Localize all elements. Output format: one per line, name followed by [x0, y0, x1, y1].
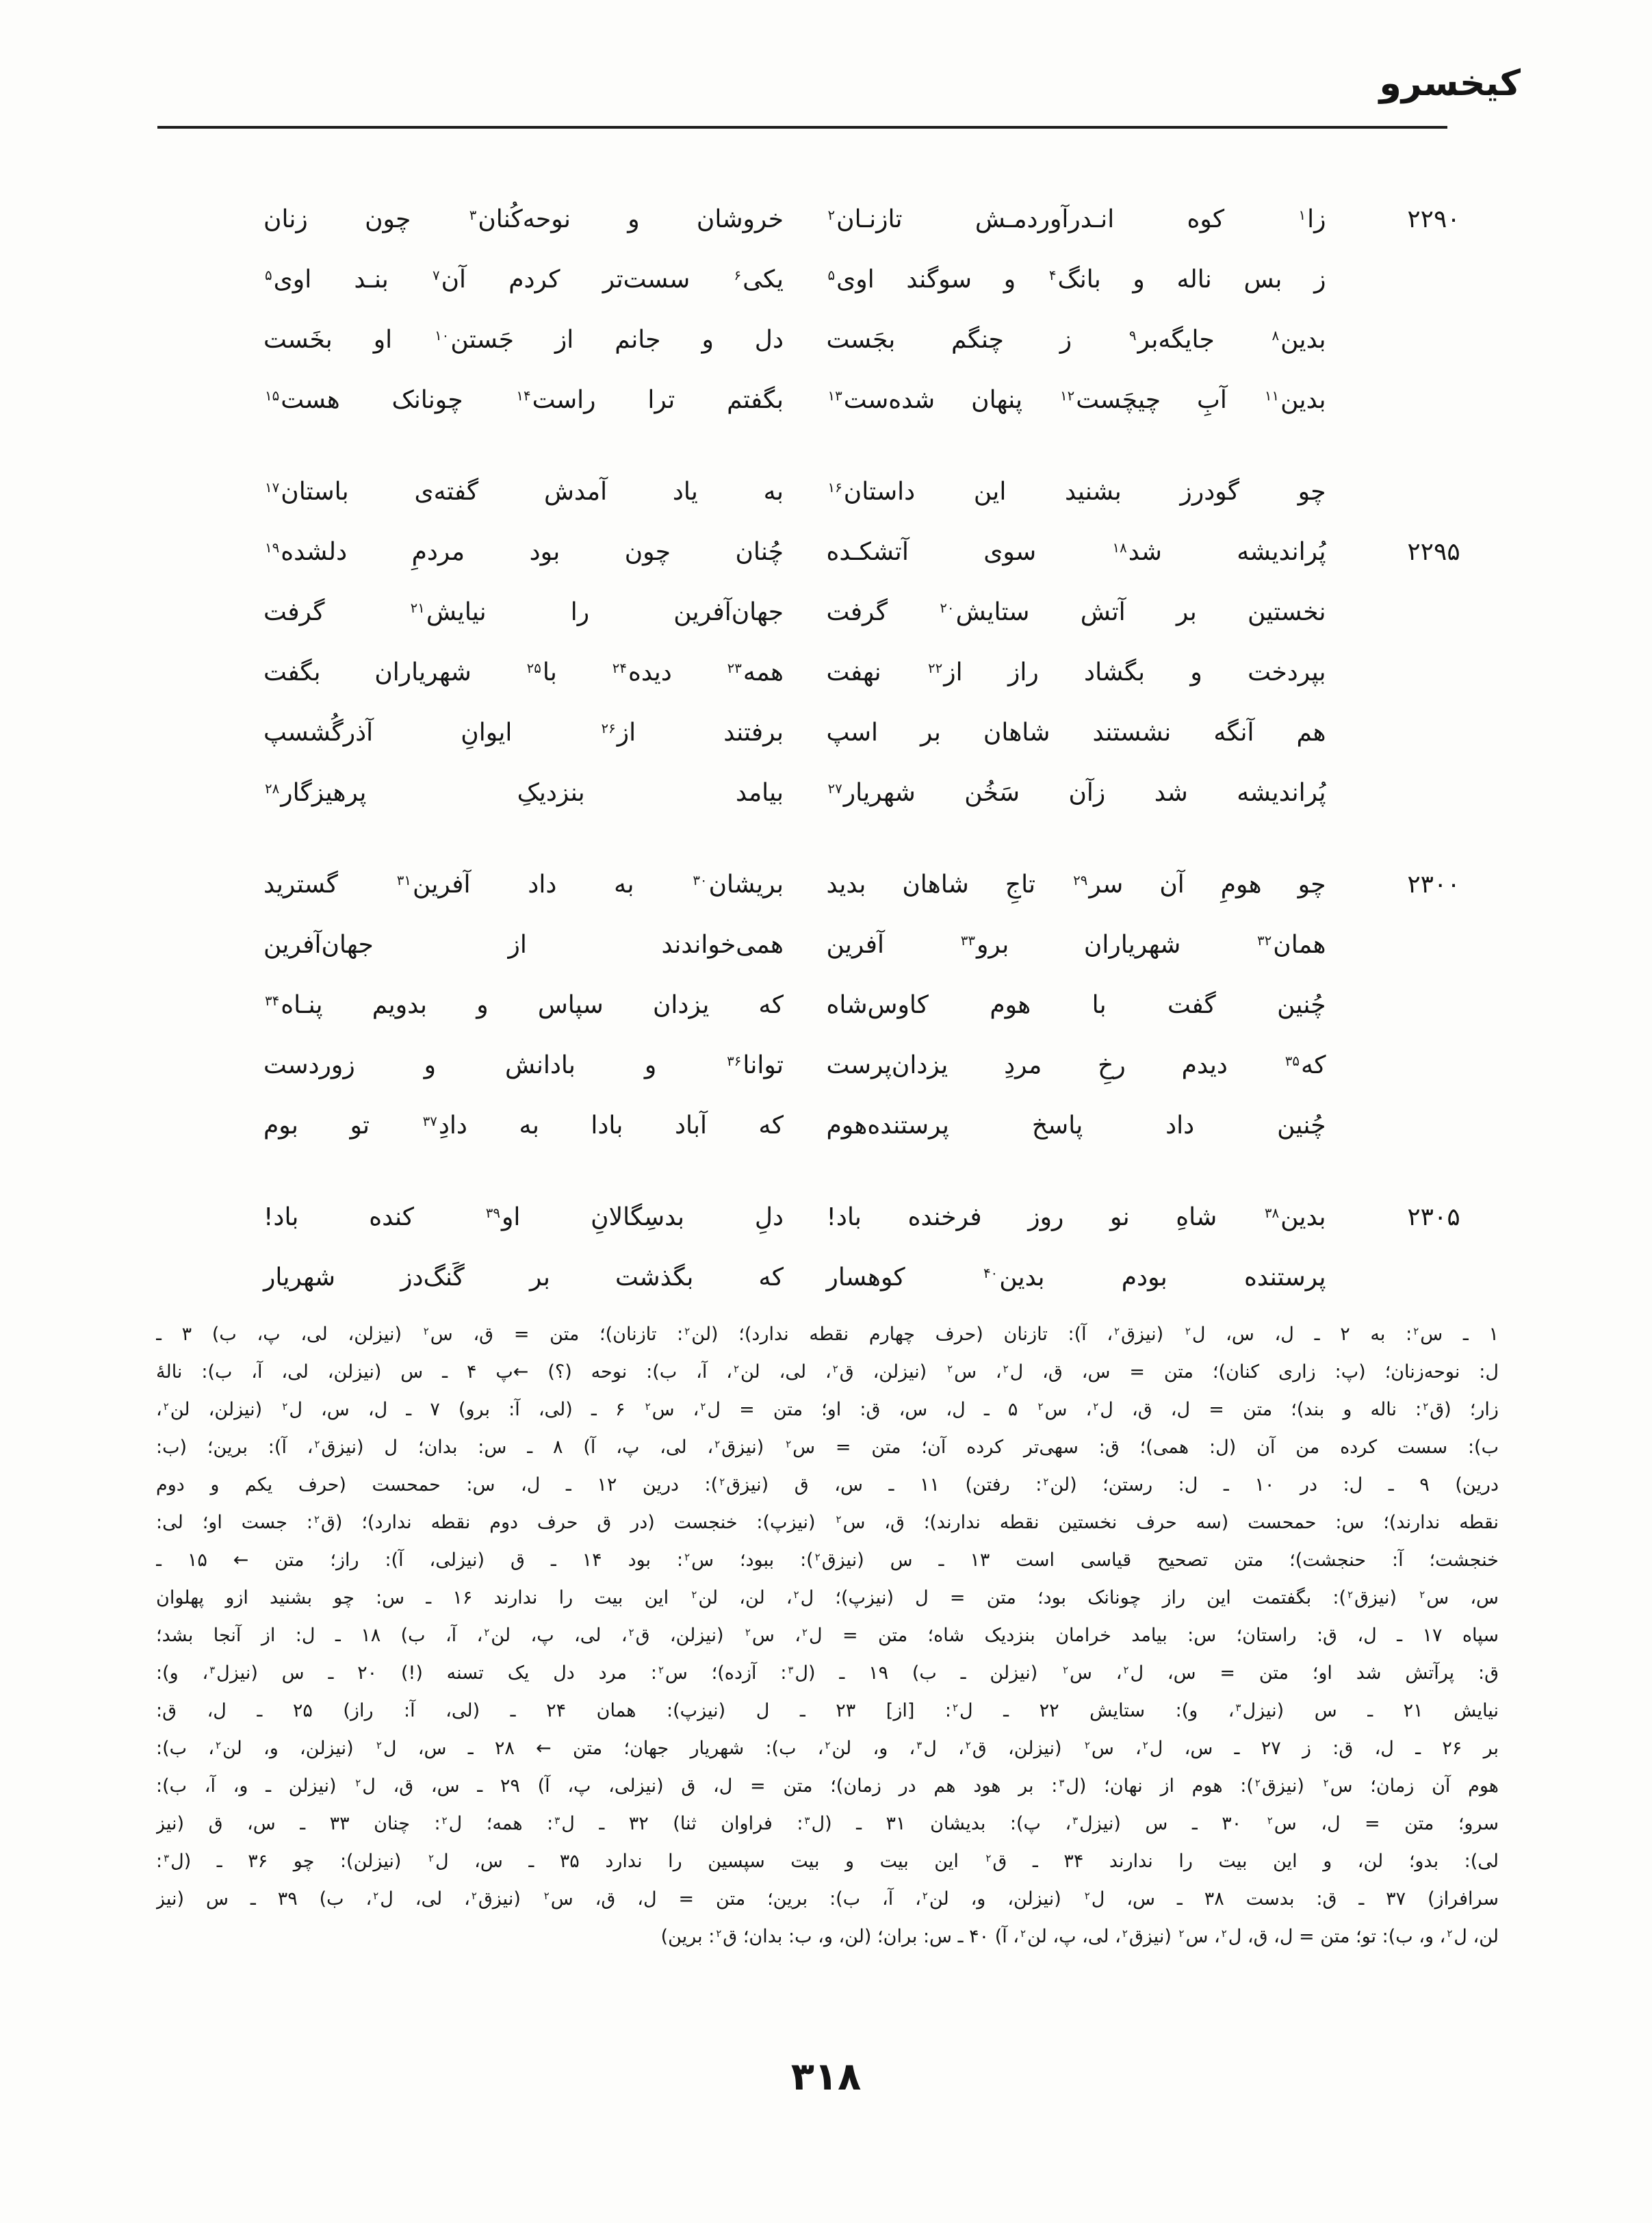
- hemistich-left: جهان‌آفرین را نیایش$^{۲۱}$ گرفت: [263, 597, 784, 626]
- verse-row: [263, 642, 1499, 702]
- verse-row: [263, 975, 1499, 1035]
- hemistich-left: دلِ بدسِگالانِ او$^{۳۹}$ کنده باد!: [263, 1203, 784, 1231]
- footnote-line: لی): بدو؛ لن، و این بیت را ندارند ۳۴ ـ ق$^۲$ این بیت و بیت سپسین را ندارد ۳۵ ـ س، ل$^۲$ (نیزلن): چو ۳۶ ـ (ل$^۳$:: [156, 1851, 1499, 1872]
- footnote-line: هوم آن زمان؛ س$^۲$ (نیزق$^۲$): هوم از نهان؛ (ل$^۳$: بر هود هم در زمان)؛ متن = ل، ق (نیزلی، پ، آ) ۲۹ ـ س، ق، ل$^۲$ (نیزلن ـ و، آ، ب):: [156, 1775, 1499, 1797]
- footnote-line: خنجشت؛ آ: حنجشت)؛ متن تصحیح قیاسی است ۱۳ ـ س (نیزق$^۲$): ببود؛ س$^۲$: بود ۱۴ ـ ق (نیزلی، آ): راز؛ متن ← ۱۵ ـ: [156, 1550, 1499, 1571]
- hemistich-right: پُراندیشه شد زآن سَخُن شهریار$^{۲۷}$: [827, 778, 1326, 807]
- verse-row: [263, 522, 1499, 582]
- hemistich-left: همی‌خواندند از جهان‌آفرین: [263, 930, 784, 959]
- footnote-line: سرو؛ متن = ل، س$^۲$ ۳۰ ـ س (نیزل$^۳$، پ): بدیشان ۳۱ ـ (ل$^۳$: فراوان ثنا) ۳۲ ـ ل$^۳$: همه؛ ل$^۲$: چنان ۳۳ ـ س، ق (نیز: [156, 1813, 1499, 1834]
- hemistich-right: چُنین گفت با هوم کاوس‌شاه: [826, 990, 1326, 1019]
- verse-row: [263, 1095, 1499, 1155]
- hemistich-left: چُنان چون بود مردمِ دلشده$^{۱۹}$: [265, 537, 784, 566]
- hemistich-left: به یاد آمدش گفته‌ی باستان$^{۱۷}$: [265, 477, 784, 506]
- hemistich-right: بپردخت و بگشاد راز از$^{۲۲}$ نهفت: [826, 658, 1326, 686]
- verse-row: [263, 461, 1499, 522]
- hemistich-left: یکی$^۶$ سست‌تر کردم آن$^۷$ بنـد اوی$^۵$: [265, 265, 784, 294]
- hemistich-right: ز بس ناله و بانگ$^۴$ و سوگند اوی$^۵$: [827, 265, 1326, 294]
- hemistich-left: که آباد بادا به دادِ$^{۳۷}$ تو بوم: [263, 1111, 784, 1140]
- verse-number: ۲۲۹۰: [1407, 205, 1460, 233]
- page-number: ۳۱۸: [790, 2055, 862, 2099]
- footnote-line: ل: نوحه‌زنان؛ (پ: زاری کنان)؛ متن = س، ق، ل$^۲$، س$^۲$ (نیزلن، ق$^۲$، لی، لن$^۲$، آ، ب): نوحه (؟) ←پ ۴ ـ س (نیزلن، لی، آ، ب): نالهٔ: [156, 1361, 1499, 1383]
- verse-number: ۲۳۰۰: [1407, 870, 1460, 899]
- verse-row: [263, 854, 1499, 914]
- footnotes-section: [156, 1315, 1499, 1955]
- hemistich-right: بدین$^{۳۸}$ شاهِ نو روز فرخنده باد!: [826, 1203, 1326, 1231]
- hemistich-left: خروشان و نوحه‌کُنان$^۳$ چون زنان: [263, 205, 784, 233]
- footnote-line: سرافراز) ۳۷ ـ ق: بدست ۳۸ ـ س، ل$^۲$ (نیزلن، و، لن$^۲$، آ، ب): برین؛ متن = ل، ق، س$^۲$ (نیزق$^۲$، لی، ل$^۲$، ب) ۳۹ ـ س (نیز: [156, 1888, 1499, 1910]
- hemistich-right: همان$^{۳۲}$ شهریاران برو$^{۳۳}$ آفرین: [826, 930, 1326, 959]
- verse-row: [263, 702, 1499, 762]
- hemistich-left: بیامد بنزدیکِ پرهیزگار$^{۲۸}$: [265, 778, 784, 807]
- hemistich-left: برفتند از$^{۲۶}$ ایوانِ آذرگُشسپ: [263, 718, 784, 747]
- footnote-line: ب): سست کرده من آن (ل: همی)؛ ق: سهی‌تر کرده آن؛ متن = س$^۲$ (نیزق$^۲$، لی، پ، آ) ۸ ـ س: بدان؛ ل (نیزق$^۲$، آ): برین؛ (ب:: [156, 1437, 1499, 1458]
- verse-row: [263, 762, 1499, 823]
- verse-row: [263, 914, 1499, 975]
- verse-row: [263, 1247, 1499, 1307]
- poem-section: [263, 189, 1499, 1307]
- hemistich-right: بدین$^۸$ جایگه‌بر$^۹$ ز چنگم بجَست: [826, 325, 1326, 354]
- hemistich-right: هم آنگه نشستند شاهان بر اسپ: [826, 718, 1326, 747]
- hemistich-right: بدین$^{۱۱}$ آبِ چیچَست$^{۱۲}$ پنهان شده‌ست$^{۱۳}$: [827, 385, 1326, 414]
- footnote-line: س، س$^۲$ (نیزق$^۲$): بگفتمت این راز چونانک بود؛ متن = ل (نیزپ)؛ ل$^۲$، لن، لن$^۲$ این بیت را ندارند ۱۶ ـ س: چو بشنید ازو پهلوان: [156, 1587, 1499, 1608]
- footnote-line: زار؛ (ق$^۲$: ناله و بند)؛ متن = ل، ق، ل$^۲$، س$^۲$ ۵ ـ ل، س، ق: او؛ متن = ل$^۲$، س$^۲$ ۶ ـ (لی، آ: برو) ۷ ـ ل، س، ل$^۲$ (نیزلن، لن$^۲$،: [156, 1399, 1499, 1420]
- hemistich-right: پُراندیشه شد$^{۱۸}$ سوی آتشکـده: [826, 537, 1326, 566]
- verse-number: ۲۲۹۵: [1407, 537, 1460, 566]
- footnote-line: لن، ل$^۲$، و، ب): تو؛ متن = ل، ق، ل$^۲$، س$^۲$ (نیزق$^۲$، لی، پ، لن$^۲$، آ) ۴۰ ـ س: بران؛ (لن، و، ب: بدان؛ ق$^۲$: برین): [660, 1926, 1499, 1947]
- hemistich-right: چو هومِ آن سر$^{۲۹}$ تاجِ شاهان بدید: [826, 870, 1326, 899]
- verse-row: [263, 582, 1499, 642]
- footnote-line: ق: پرآتش شد او؛ متن = س، ل$^۲$، س$^۲$ (نیزلن ـ ب) ۱۹ ـ (ل$^۳$: آزده)؛ س$^۲$: مرد دل یک تسنه (!) ۲۰ ـ س (نیزل$^۳$، و):: [156, 1662, 1499, 1684]
- footnote-line: درین) ۹ ـ ل: در ۱۰ ـ ل: رستن؛ (لن$^۲$: رفتن) ۱۱ ـ س، ق (نیزق$^۲$): درین ۱۲ ـ ل، س: حمحست (حرف یکم و دوم: [156, 1474, 1499, 1495]
- verse-number: ۲۳۰۵: [1407, 1203, 1460, 1231]
- footnote-line: ۱ ـ س$^۲$: به ۲ ـ ل، س، ل$^۲$ (نیزق$^۲$، آ): تازنان (حرف چهارم نقطه ندارد)؛ (لن$^۲$: تازنان)؛ متن = ق، س$^۲$ (نیزلن، لی، پ، ب) ۳ ـ: [156, 1324, 1499, 1345]
- footnote-line: نقطه ندارند)؛ س: حمحست (سه حرف نخستین نقطه ندارند)؛ ق، س$^۲$ (نیزپ): خنجست (در ق حرف دوم نقطه ندارد)؛ (ق$^۲$: جست او؛ لی:: [156, 1512, 1499, 1533]
- hemistich-right: نخستین بر آتش ستایش$^{۲۰}$ گرفت: [826, 597, 1326, 626]
- hemistich-right: که$^{۳۵}$ دیدم رخِ مردِ یزدان‌پرست: [826, 1051, 1326, 1079]
- hemistich-left: بگفتم ترا راست$^{۱۴}$ چونانک هست$^{۱۵}$: [265, 385, 784, 414]
- hemistich-left: دل و جانم از جَستن$^{۱۰}$ او بخَست: [263, 325, 784, 354]
- footnote-line: بر ۲۶ ـ ل، ق: ز ۲۷ ـ س، ل$^۲$، س$^۲$ (نیزلن، ق$^۲$، ل$^۳$، و، لن$^۲$، ب): شهریار جهان؛ متن ← ۲۸ ـ س، ل$^۲$ (نیزلن، و، لن$^۲$، ب):: [156, 1738, 1499, 1759]
- verse-row: [263, 1187, 1499, 1247]
- hemistich-right: زا$^۱$ کوه انـدرآوردمـش تازنـان$^۲$: [827, 205, 1326, 233]
- verse-row: [263, 309, 1499, 370]
- verse-row: [263, 370, 1499, 430]
- hemistich-right: چُنین داد پاسخ پرستنده‌هوم: [826, 1111, 1326, 1140]
- hemistich-left: توانا$^{۳۶}$ و بادانش و زوردست: [263, 1051, 784, 1079]
- page-title: کیخسرو: [1379, 63, 1521, 104]
- hemistich-left: که بگذشت بر گَنگ‌دز شهریار: [263, 1263, 784, 1292]
- header-rule: [157, 126, 1447, 129]
- verse-row: [263, 1035, 1499, 1095]
- footnote-line: سپاه ۱۷ ـ ل، ق: راستان؛ س: بیامد خرامان بنزدیک شاه؛ متن = ل$^۲$، س$^۲$ (نیزلن، ق$^۲$، لی، پ، لن$^۲$، آ، ب) ۱۸ ـ ل: از آنجا بشد؛: [156, 1625, 1499, 1646]
- hemistich-right: چو گودرز بشنید این داستان$^{۱۶}$: [827, 477, 1326, 506]
- hemistich-left: همه$^{۲۳}$ دیده$^{۲۴}$ با$^{۲۵}$ شهریاران بگفت: [263, 658, 784, 686]
- footnote-line: نیایش ۲۱ ـ س (نیزل$^۳$، و): ستایش ۲۲ ـ ل$^۲$: [از] ۲۳ ـ ل (نیزپ): همان ۲۴ ـ (لی، آ: راز) ۲۵ ـ ل، ق:: [156, 1700, 1499, 1721]
- verse-row: [263, 249, 1499, 309]
- hemistich-right: پرستنده بودم بدین$^{۴۰}$ کوهسار: [826, 1263, 1326, 1292]
- hemistich-left: که یزدان سپاس و بدویم پنـاه$^{۳۴}$: [265, 990, 784, 1019]
- hemistich-left: بریشان$^{۳۰}$ به داد آفرین$^{۳۱}$ گسترید: [263, 870, 784, 899]
- verse-row: [263, 189, 1499, 249]
